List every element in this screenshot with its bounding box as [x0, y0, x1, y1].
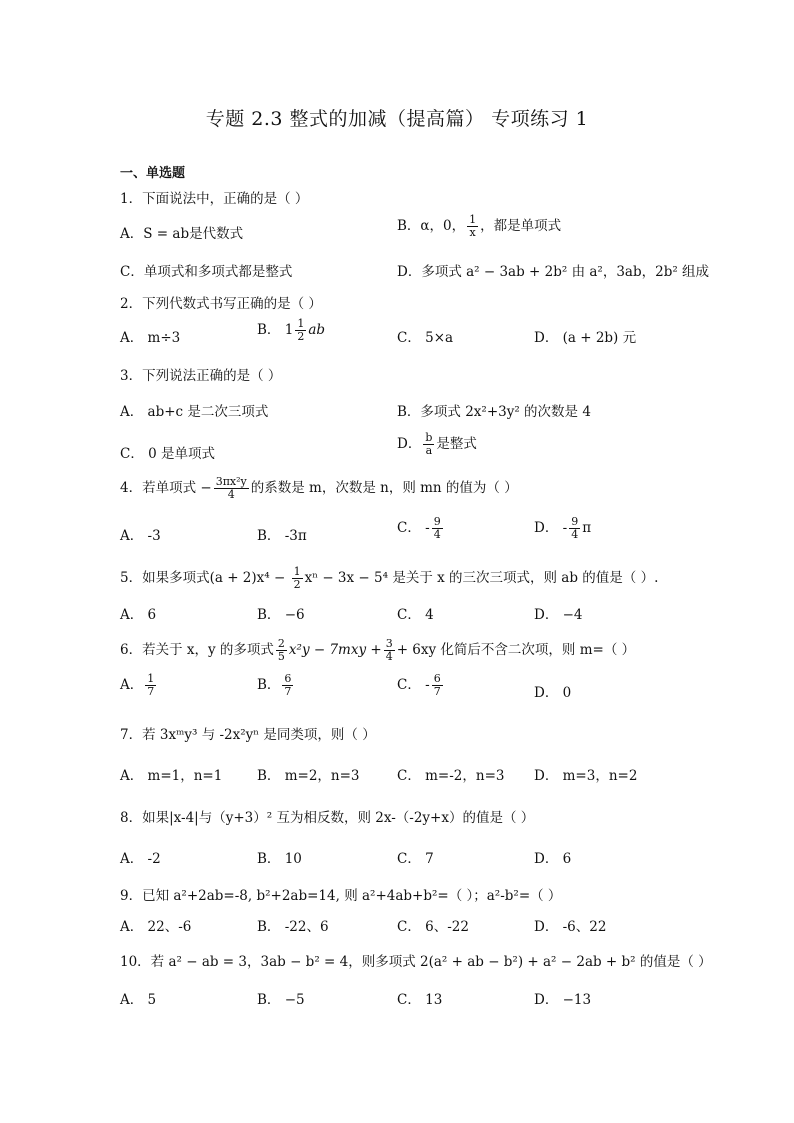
q6-option-a[interactable]: A． $\frac{1}{7}$ [120, 672, 155, 698]
question-2-stem: 2．下列代数式书写正确的是（ ） [120, 296, 322, 312]
question-3-stem: 3．下列说法正确的是（ ） [120, 368, 282, 384]
q2-option-a[interactable]: A． m÷3 [120, 330, 181, 346]
q7-option-b[interactable]: B． m=2，n=3 [257, 768, 360, 784]
q1-option-d[interactable]: D．多项式 a² − 3ab + 2b² 由 a²，3ab，2b² 组成 [397, 264, 710, 280]
q4-option-a[interactable]: A． -3 [120, 528, 161, 544]
q4-option-d[interactable]: D． - $\frac{9}{4}$ π [534, 515, 592, 541]
fraction: $\frac{6}{7}$ [284, 672, 292, 698]
question-4-stem: 4．若单项式 − $\frac{\text{3πx²y}}{4}$ 的系数是 m，次数是 n，则 mn 的值为（ ） [120, 475, 518, 501]
q9-option-c[interactable]: C． 6、-22 [397, 919, 469, 935]
q9-option-d[interactable]: D． -6、22 [534, 919, 607, 935]
q1-option-a[interactable]: A．S = ab是代数式 [120, 226, 244, 242]
q2-option-c[interactable]: C． 5×a [397, 330, 454, 346]
question-9-options [120, 915, 720, 945]
fraction: $\frac{9}{4}$ [433, 515, 441, 541]
question-5-options [120, 603, 720, 633]
q10-option-c[interactable]: C． 13 [397, 992, 443, 1008]
fraction: $\frac{1}{2}$ [297, 317, 305, 343]
q2-option-d[interactable]: D． (a + 2b) 元 [534, 330, 637, 346]
question-1-options-row-2 [120, 260, 720, 290]
q3-option-d[interactable]: D． $\frac{b}{a}$ 是整式 [397, 431, 477, 457]
section-heading: 一、单选题 [120, 166, 186, 181]
question-4-options [120, 515, 720, 554]
fraction: $\frac{3}{4}$ [385, 637, 393, 663]
q4-option-b[interactable]: B． -3π [257, 528, 307, 544]
question-5-stem: 5．如果多项式(a + 2)x⁴ − $\frac{1}{2}$ xⁿ − 3x − 5⁴ 是关于 x 的三次三项式，则 ab 的值是（ ）. [120, 565, 659, 591]
question-3-options-row-1 [120, 400, 720, 430]
question-1-stem: 1．下面说法中，正确的是（ ） [120, 191, 309, 207]
q6-option-b[interactable]: B． $\frac{6}{7}$ [257, 672, 292, 698]
page-title: 专题 2.3 整式的加减（提高篇） 专项练习 1 [205, 108, 589, 130]
q5-option-a[interactable]: A． 6 [120, 607, 157, 623]
q3-option-c[interactable]: C． 0 是单项式 [120, 446, 216, 462]
q5-option-b[interactable]: B． −6 [257, 607, 305, 623]
q6-option-d[interactable]: D． 0 [534, 685, 572, 701]
question-6-stem: 6．若关于 x，y 的多项式 $\frac{2}{5}$ x²y − 7mxy + $\frac{3}{4}$ + 6xy 化简后不含二次项，则 m=（ ） [120, 637, 636, 663]
fraction: $\frac{\text{3πx²y}}{4}$ [215, 475, 247, 501]
q8-option-b[interactable]: B． 10 [257, 851, 302, 867]
q7-option-a[interactable]: A． m=1，n=1 [120, 768, 223, 784]
q8-option-d[interactable]: D． 6 [534, 851, 572, 867]
fraction: $\frac{9}{4}$ [571, 515, 579, 541]
question-9-stem: 9．已知 a²+2ab=-8, b²+2ab=14, 则 a²+4ab+b²=（ ）；a²-b²=（ ） [120, 888, 562, 904]
fraction: $\frac{b}{a}$ [425, 431, 433, 457]
q8-option-a[interactable]: A． -2 [120, 851, 161, 867]
question-8-stem: 8．如果|x-4|与（y+3）² 互为相反数，则 2x-（-2y+x）的值是（ ） [120, 810, 535, 826]
q6-option-c[interactable]: C． - $\frac{6}{7}$ [397, 672, 441, 698]
question-1-options-row-1 [120, 213, 720, 252]
q10-option-b[interactable]: B． −5 [257, 992, 305, 1008]
fraction: $\frac{1}{2}$ [293, 565, 301, 591]
question-10-options [120, 988, 720, 1018]
q9-option-a[interactable]: A． 22、-6 [120, 919, 192, 935]
question-7-stem: 7．若 3xᵐy³ 与 -2x²yⁿ 是同类项，则（ ） [120, 727, 376, 743]
q5-option-d[interactable]: D． −4 [534, 607, 583, 623]
question-7-options [120, 764, 720, 794]
q1-option-b[interactable]: B．α，0， $\frac{1}{x}$ ，都是单项式 [397, 213, 562, 239]
q7-option-d[interactable]: D． m=3，n=2 [534, 768, 638, 784]
fraction: $\frac{2}{5}$ [277, 637, 285, 663]
q5-option-c[interactable]: C． 4 [397, 607, 434, 623]
q10-option-a[interactable]: A． 5 [120, 992, 157, 1008]
q3-option-a[interactable]: A． ab+c 是二次三项式 [120, 404, 269, 420]
fraction: $\frac{1}{7}$ [147, 672, 155, 698]
q4-option-c[interactable]: C． - $\frac{9}{4}$ [397, 515, 441, 541]
fraction: $\frac{6}{7}$ [433, 672, 441, 698]
question-6-options [120, 672, 720, 711]
q7-option-c[interactable]: C． m=-2，n=3 [397, 768, 505, 784]
question-10-stem: 10．若 a² − ab = 3，3ab − b² = 4，则多项式 2(a² + ab − b²) + a² − 2ab + b² 的值是（ ） [120, 954, 712, 970]
q3-option-b[interactable]: B．多项式 2x²+3y² 的次数是 4 [397, 404, 591, 420]
question-3-options-row-2 [120, 431, 720, 472]
q8-option-c[interactable]: C． 7 [397, 851, 434, 867]
q2-option-b[interactable]: B． 1 $\frac{1}{2}$ ab [257, 317, 326, 343]
question-2-options [120, 317, 720, 356]
q1-option-c[interactable]: C．单项式和多项式都是整式 [120, 264, 293, 280]
question-8-options [120, 847, 720, 877]
q9-option-b[interactable]: B． -22、6 [257, 919, 329, 935]
q10-option-d[interactable]: D． −13 [534, 992, 592, 1008]
fraction: $\frac{1}{x}$ [469, 213, 477, 239]
